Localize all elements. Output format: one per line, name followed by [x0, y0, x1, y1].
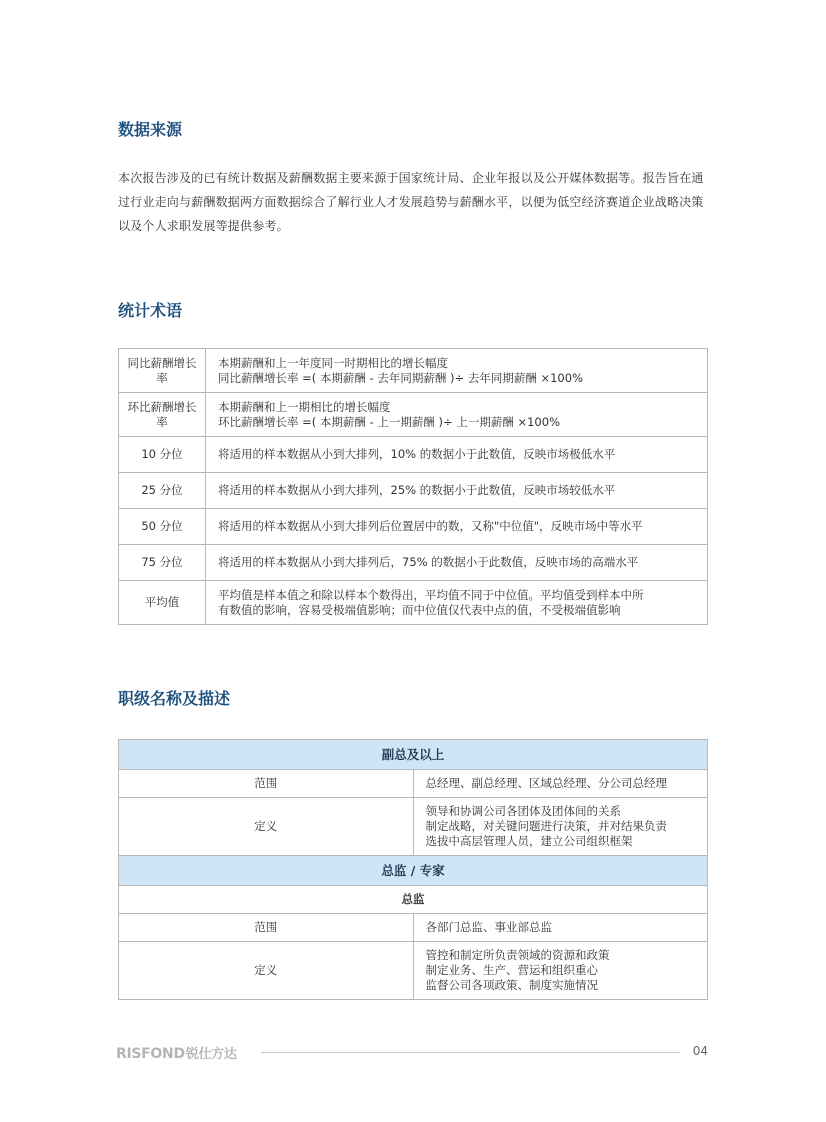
term-description-line: 平均值是样本值之和除以样本个数得出，平均值不同于中位值。平均值受到样本中所: [218, 587, 644, 602]
level-subheader-director: 总监: [119, 886, 708, 914]
term-description-line: 同比薪酬增长率 =( 本期薪酬 - 去年同期薪酬 )÷ 去年同期薪酬 ×100%: [218, 370, 583, 385]
table-row: [119, 798, 708, 856]
term-description: 将适用的样本数据从小到大排列后，75% 的数据小于此数值，反映市场的高端水平: [206, 545, 708, 581]
table-row: [119, 509, 708, 545]
term-description: 将适用的样本数据从小到大排列，25% 的数据小于此数值，反映市场较低水平: [206, 473, 708, 509]
definition-value: [413, 798, 708, 856]
page-number: 04: [692, 1044, 708, 1058]
table-row: [119, 942, 708, 1000]
term-description-line: 本期薪酬和上一年度同一时期相比的增长幅度: [218, 355, 448, 370]
term-description-line: 环比薪酬增长率 =( 本期薪酬 - 上一期薪酬 )÷ 上一期薪酬 ×100%: [218, 414, 560, 429]
term-label: 25 分位: [119, 473, 206, 509]
level-header-row: [119, 740, 708, 770]
sources-paragraph: 本次报告涉及的已有统计数据及薪酬数据主要来源于国家统计局、企业年报以及公开媒体数据等。报告旨在通过行业走向与薪酬数据两方面数据综合了解行业人才发展趋势与薪酬水平，以便为低空经济赛道企业战略决策以及个人求职发展等提供参考。: [118, 171, 704, 233]
term-label: 75 分位: [119, 545, 206, 581]
term-label: 同比薪酬增长率: [119, 349, 206, 393]
definition-line: 领导和协调公司各团体及团体间的关系: [425, 804, 621, 818]
definition-line: 监督公司各项政策、制度实施情况: [425, 978, 598, 992]
section-title-terms: 统计术语: [118, 301, 183, 320]
term-description: [206, 349, 708, 393]
table-row: [119, 349, 708, 393]
scope-value: 总经理、副总经理、区域总经理、分公司总经理: [413, 770, 708, 798]
definition-line: 选拔中高层管理人员，建立公司组织框架: [425, 834, 633, 848]
term-description-line: 有数值的影响，容易受极端值影响；而中位值仅代表中点的值，不受极端值影响: [218, 602, 621, 617]
table-row: [119, 545, 708, 581]
term-label: 10 分位: [119, 437, 206, 473]
terms-table: [118, 348, 708, 625]
level-header-director: 总监 / 专家: [119, 856, 708, 886]
term-description: 将适用的样本数据从小到大排列，10% 的数据小于此数值，反映市场极低水平: [206, 437, 708, 473]
definition-value: [413, 942, 708, 1000]
table-row: [119, 473, 708, 509]
table-row: [119, 770, 708, 798]
table-row: [119, 914, 708, 942]
logo-text-cn: 锐仕方达: [185, 1047, 237, 1062]
scope-value: 各部门总监、事业部总监: [413, 914, 708, 942]
table-row: [119, 581, 708, 625]
page-footer: [116, 1040, 708, 1064]
term-description: [206, 581, 708, 625]
footer-divider: [261, 1052, 680, 1053]
levels-table: [118, 739, 708, 1000]
company-logo: [116, 1043, 237, 1062]
scope-label: 范围: [119, 914, 414, 942]
definition-line: 制定业务、生产、营运和组织重心: [425, 963, 598, 977]
level-subheader-row: [119, 886, 708, 914]
term-label: 平均值: [119, 581, 206, 625]
scope-label: 范围: [119, 770, 414, 798]
term-description: 将适用的样本数据从小到大排列后位置居中的数，又称"中位值"，反映市场中等水平: [206, 509, 708, 545]
definition-line: 制定战略，对关键问题进行决策，并对结果负责: [425, 819, 667, 833]
definition-label: 定义: [119, 798, 414, 856]
definition-line: 管控和制定所负责领域的资源和政策: [425, 948, 610, 962]
term-label: 环比薪酬增长率: [119, 393, 206, 437]
term-description-line: 本期薪酬和上一期相比的增长幅度: [218, 399, 391, 414]
section-title-sources: 数据来源: [118, 120, 183, 139]
table-row: [119, 437, 708, 473]
level-header-vp: 副总及以上: [119, 740, 708, 770]
level-header-row: [119, 856, 708, 886]
logo-text: RISFOND: [116, 1046, 185, 1062]
definition-label: 定义: [119, 942, 414, 1000]
section-title-levels: 职级名称及描述: [118, 689, 231, 708]
table-row: [119, 393, 708, 437]
term-label: 50 分位: [119, 509, 206, 545]
term-description: [206, 393, 708, 437]
